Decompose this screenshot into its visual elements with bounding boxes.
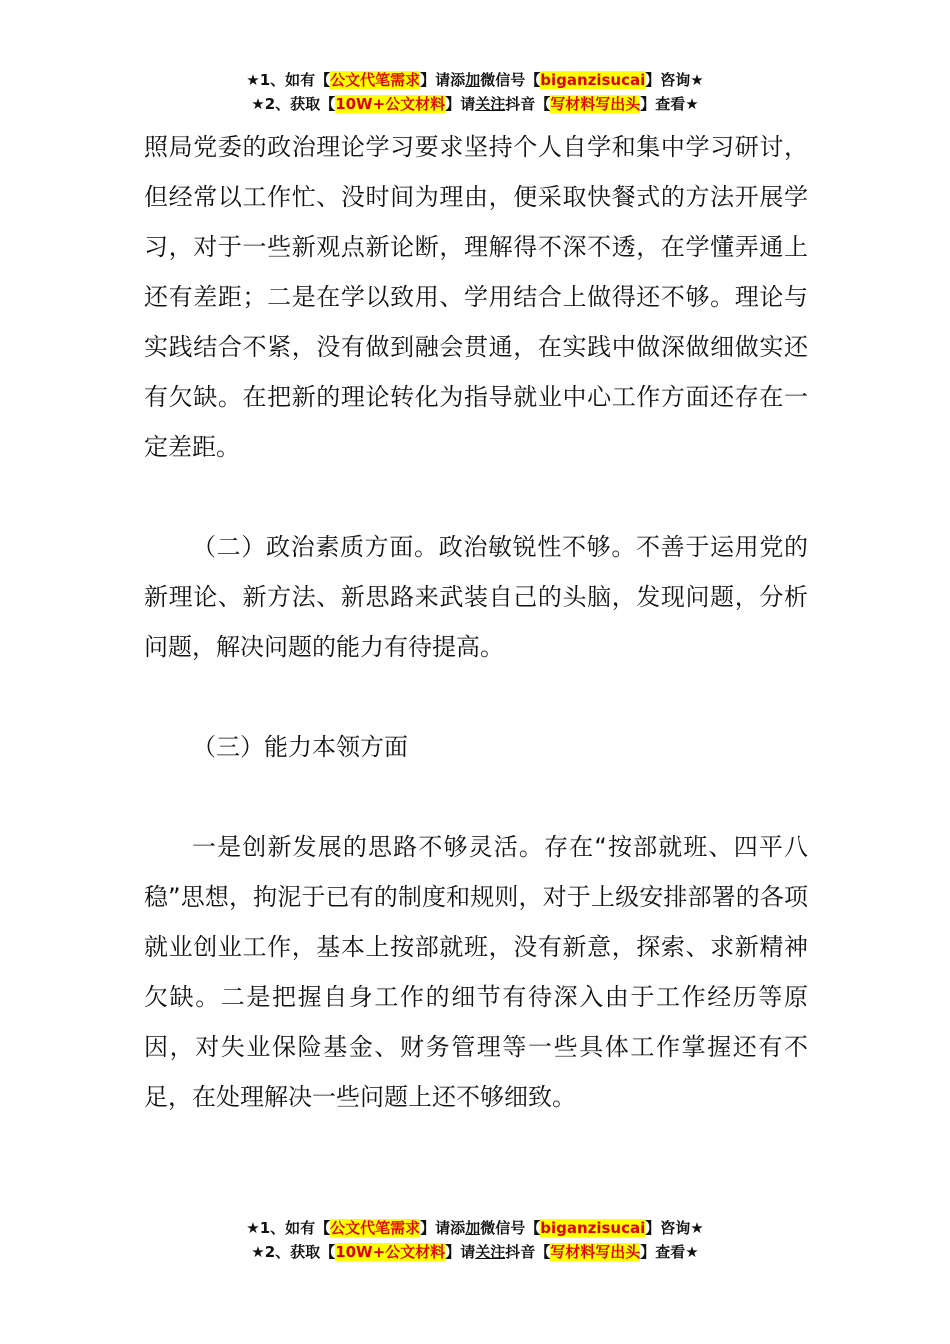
header-banner-line-1: ★1、如有【公文代笔需求】请添加微信号【biganzisucai】咨询★ bbox=[246, 71, 704, 89]
document-body bbox=[144, 122, 808, 1122]
footer-banner bbox=[0, 1216, 950, 1264]
footer-banner-line-1: ★1、如有【公文代笔需求】请添加微信号【biganzisucai】咨询★ bbox=[246, 1219, 704, 1237]
header-banner bbox=[0, 68, 950, 116]
highlight-materials: 10W+公文材料 bbox=[335, 95, 446, 113]
paragraph-gap bbox=[144, 772, 808, 822]
paragraph-gap bbox=[144, 672, 808, 722]
section-heading-3: （三）能力本领方面 bbox=[192, 733, 408, 761]
paragraph-4: 一是创新发展的思路不够灵活。存在“按部就班、四平八稳”思想，拘泥于已有的制度和规则，对于上级安排部署的各项就业创业工作，基本上按部就班，没有新意，探索、求新精神欠缺。二是把握自身工作的细节有待深入由于工作经历等原因，对失业保险基金、财务管理等一些具体工作掌握还有不足，在处理解决一些问题上还不够细致。 bbox=[144, 833, 808, 1111]
paragraph-2: （二）政治素质方面。政治敏锐性不够。不善于运用党的新理论、新方法、新思路来武装自己的头脑，发现问题，分析问题，解决问题的能力有待提高。 bbox=[144, 533, 808, 661]
paragraph-1: 照局党委的政治理论学习要求坚持个人自学和集中学习研讨，但经常以工作忙、没时间为理由，便采取快餐式的方法开展学习，对于一些新观点新论断，理解得不深不透，在学懂弄通上还有差距；二是在学以致用、学用结合上做得还不够。理论与实践结合不紧，没有做到融会贯通，在实践中做深做细做实还有欠缺。在把新的理论转化为指导就业中心工作方面还存在一定差距。 bbox=[144, 133, 808, 461]
highlight-douyin: 写材料写出头 bbox=[550, 1243, 641, 1261]
highlight-douyin: 写材料写出头 bbox=[550, 95, 641, 113]
highlight-service: 公文代笔需求 bbox=[330, 1219, 421, 1237]
highlight-service: 公文代笔需求 bbox=[330, 71, 421, 89]
header-banner-line-2: ★2、获取【10W+公文材料】请关注抖音【写材料写出头】查看★ bbox=[251, 95, 699, 113]
highlight-wechat-id: biganzisucai bbox=[540, 71, 646, 89]
footer-banner-line-2: ★2、获取【10W+公文材料】请关注抖音【写材料写出头】查看★ bbox=[251, 1243, 699, 1261]
paragraph-gap bbox=[144, 472, 808, 522]
highlight-wechat-id: biganzisucai bbox=[540, 1219, 646, 1237]
highlight-materials: 10W+公文材料 bbox=[335, 1243, 446, 1261]
